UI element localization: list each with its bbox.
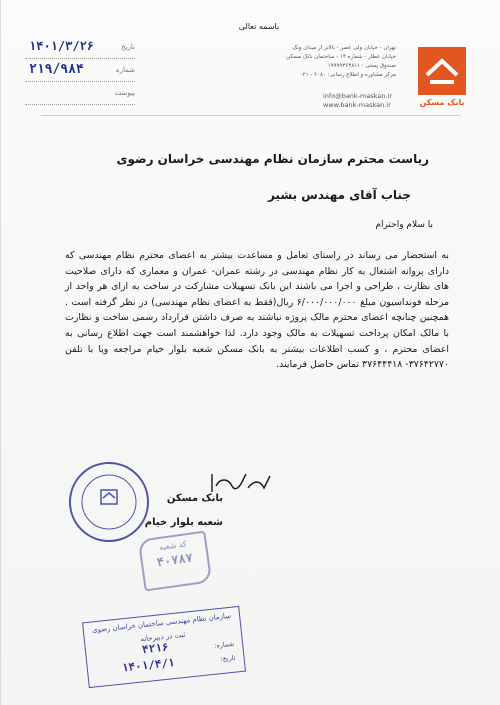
code-stamp-label: کد شعبه [158, 539, 188, 553]
code-stamp-value: ۴۰۷۸۷ [155, 550, 194, 570]
registry-title: سازمان نظام مهندسی ساختمان خراسان رضوی [91, 611, 232, 635]
branch-code-stamp [138, 531, 213, 592]
registry-subtitle: ثبت در دبیرخانه [140, 630, 186, 644]
registry-number-value: ۴۲۱۶ [141, 640, 170, 657]
registry-stamp [82, 606, 246, 688]
registry-date-value: ۱۴۰۱/۴/۱ [121, 656, 176, 675]
date-row [25, 38, 135, 59]
attachment-row [25, 84, 135, 105]
attention-line: جناب آقای مهندس بشیر [268, 188, 411, 202]
bank-contact [323, 92, 403, 110]
registry-number-label: شماره: [213, 639, 235, 650]
round-bank-stamp [67, 460, 151, 544]
signature-line: بانک مسکن [166, 493, 223, 504]
address-line: صندوق پستی : ۱۹۹۹۹۳۶۳۸۱۱ [327, 63, 396, 69]
email: info@bank-maskan.ir [323, 92, 393, 100]
date-value: ۱۴۰۱/۳/۲۶ [29, 39, 95, 53]
signature-block [145, 487, 223, 535]
signature-line: شعبه بلوار خیام [144, 517, 223, 528]
bank-name: بانک مسکن [419, 98, 465, 107]
date-label: تاریخ [121, 43, 135, 51]
bank-maskan-logo [418, 47, 466, 95]
number-label: شماره [115, 66, 135, 74]
address-line: مرکز مشاوره و اطلاع رسانی: ۶۰۸۰ - ۰۲۱ [299, 72, 396, 78]
letter-meta [25, 38, 135, 107]
header-divider [41, 115, 461, 116]
bank-address [256, 44, 396, 80]
website: www.bank-maskan.ir [323, 101, 391, 109]
attachment-label: پیوست [114, 89, 135, 97]
address-line: تهران - خیابان ولی عصر - بالاتر از میدان ونک [292, 45, 396, 51]
address-line: خیابان عطار - شماره ۱۴ - ساختمان بانک مسکن [286, 54, 396, 60]
basmala: باسمه تعالی [238, 22, 280, 31]
greeting: با سلام واحترام [375, 220, 433, 230]
number-row [25, 61, 135, 82]
house-roof-icon [418, 47, 466, 95]
letter-body: به استحضار می رساند در راستای تعامل و مساعدت بیشتر به اعضای محترم نظام مهندسی که دارای پروانه اشتغال به کار نظام مهندسی در رشته عمران- عمران و معماری که دارای صلاحیت های نظارت ، طراحی و اجرا می باشند این بانک تسهیلات مشارکت در ساخت به ازای هر واحد از مرحله فونداسیون مبلغ ۶/۰۰۰/۰۰۰/۰۰۰ ریال(فقط به اعضای نظام مهندسی) در نظر گرفته است . همچنین چنانچه اعضای محترم مالک پروژه نباشند به صرف داشتن قرارداد رسمی ساخت و نظارت با مالک امکان پرداخت تسهیلات به مالک وجود دارد. لذا خواهشمند است جهت اطلاع رسانی به اعضای محترم ، و کسب اطلاعات بیشتر به بانک مسکن شعبه بلوار خیام مراجعه ویا با تلفن ۳۷۶۴۲۷۷۰- ۳۷۶۴۴۴۱۸ تماس حاصل فرمایند. [65, 250, 449, 371]
number-value: ۲۱۹/۹۸۴ [29, 62, 84, 77]
recipient: ریاست محترم سازمان نظام مهندسی خراسان رضوی [116, 152, 429, 166]
registry-date-label: تاریخ: [220, 653, 236, 664]
